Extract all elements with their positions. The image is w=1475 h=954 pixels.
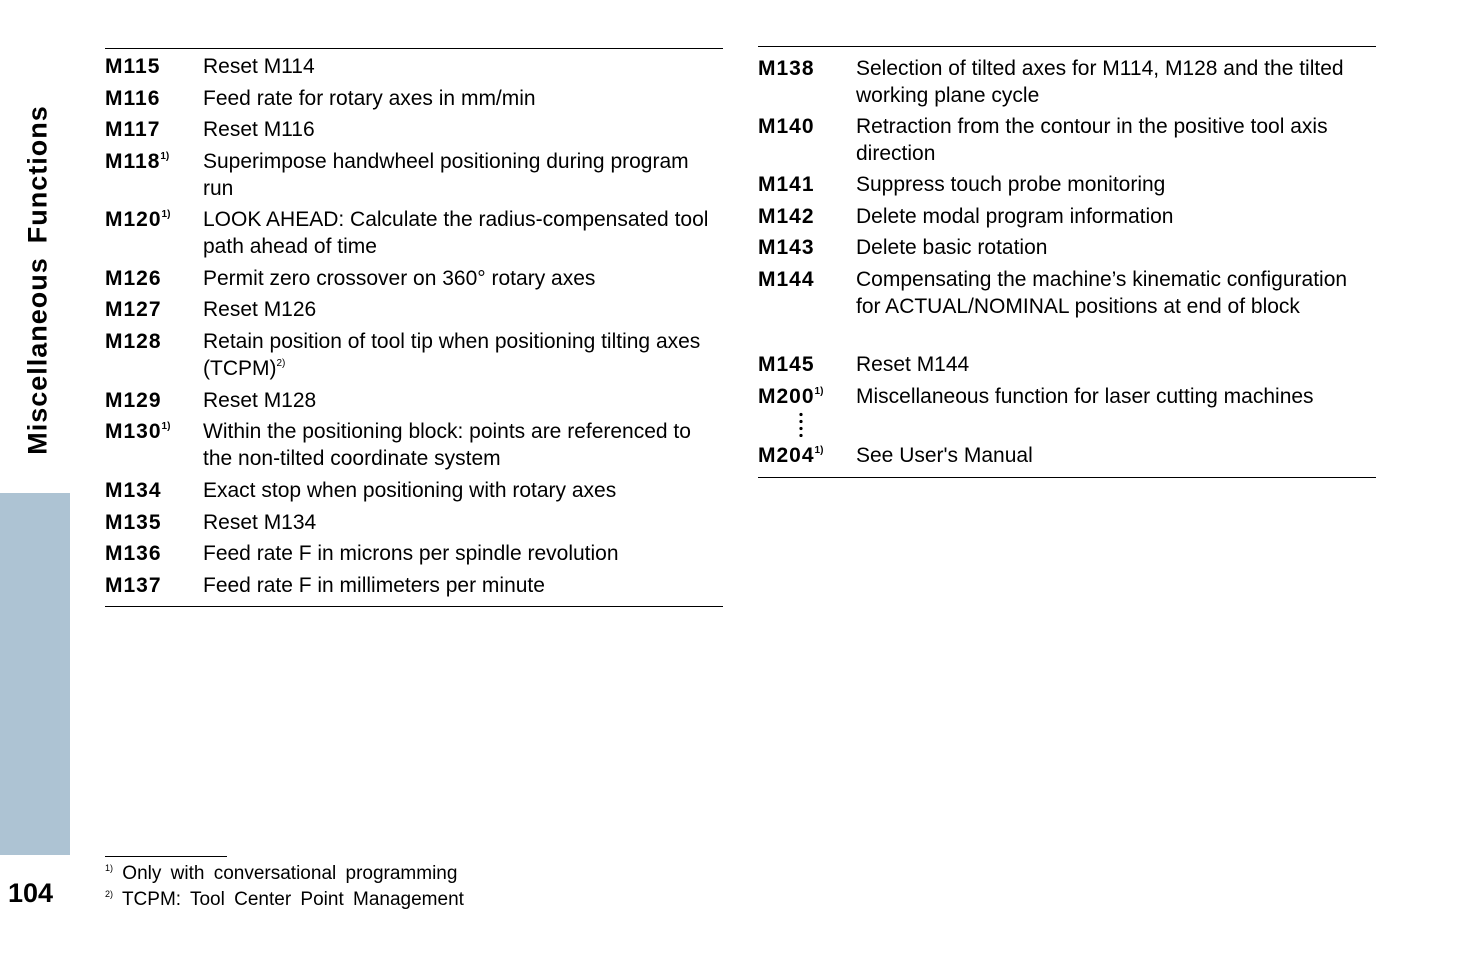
m-description: Reset M134 bbox=[203, 511, 317, 534]
m-code: M120$^{1)}$ bbox=[105, 208, 171, 231]
footnote-text: Only with conversational programming bbox=[122, 863, 458, 884]
m-code: M115 bbox=[105, 55, 161, 78]
m-code: M129 bbox=[105, 389, 162, 412]
m-code: M117 bbox=[105, 118, 161, 141]
footnotes bbox=[105, 856, 525, 914]
footnote-ref: 1) bbox=[161, 209, 171, 220]
footnote-rule bbox=[105, 856, 227, 857]
m-description: Reset M128 bbox=[203, 389, 317, 412]
m-function-table-right bbox=[758, 46, 1376, 478]
m-code: M116 bbox=[105, 87, 161, 110]
m-code: M130$^{1)}$ bbox=[105, 420, 171, 443]
footnote-mark: 1) bbox=[105, 863, 114, 873]
m-code: M204$^{1)}$ bbox=[758, 444, 824, 467]
chapter-title bbox=[23, 98, 54, 462]
range-ellipsis-icon bbox=[799, 411, 803, 437]
m-description: Retain position of tool tip when positioning tilting axes (TCPM)$^{2)}$ bbox=[203, 330, 701, 380]
m-code: M200$^{1)}$ bbox=[758, 385, 824, 408]
m-description: Suppress touch probe monitoring bbox=[856, 173, 1166, 196]
m-code: M144 bbox=[758, 268, 815, 291]
m-description: Reset M144 bbox=[856, 353, 970, 376]
m-code: M141 bbox=[758, 173, 815, 196]
m-code: M143 bbox=[758, 236, 815, 259]
m-code: M138 bbox=[758, 57, 815, 80]
footnote-ref: 1) bbox=[814, 445, 824, 456]
m-description: Reset M126 bbox=[203, 298, 317, 321]
footnote-text: TCPM: Tool Center Point Management bbox=[121, 889, 464, 910]
footnote-ref: 1) bbox=[161, 421, 171, 432]
m-code: M145 bbox=[758, 353, 815, 376]
chapter-tab bbox=[0, 493, 70, 855]
footnote bbox=[105, 888, 525, 914]
m-description: Reset M116 bbox=[203, 118, 315, 141]
chapter-title-word: Miscellaneous bbox=[22, 257, 53, 455]
m-description: Permit zero crossover on 360° rotary axes bbox=[203, 267, 596, 290]
m-description: Delete modal program information bbox=[856, 205, 1174, 228]
m-description: Selection of tilted axes for M114, M128 and the tilted working plane cycle bbox=[856, 57, 1344, 107]
m-description: Compensating the machine’s kinematic configuration for ACTUAL/NOMINAL positions at end of block bbox=[856, 268, 1348, 318]
footnote-ref: 1) bbox=[160, 151, 170, 162]
m-code: M128 bbox=[105, 330, 162, 353]
m-function-table-left bbox=[105, 48, 723, 607]
m-description: Retraction from the contour in the positive tool axis direction bbox=[856, 115, 1328, 165]
m-description: Reset M114 bbox=[203, 55, 315, 78]
m-code: M137 bbox=[105, 574, 162, 597]
m-code: M135 bbox=[105, 511, 162, 534]
m-description: LOOK AHEAD: Calculate the radius-compensated tool path ahead of time bbox=[203, 208, 709, 258]
m-description: Exact stop when positioning with rotary axes bbox=[203, 479, 617, 502]
chapter-title-word: Functions bbox=[22, 105, 53, 244]
footnote-ref: 2) bbox=[276, 358, 286, 369]
m-code: M136 bbox=[105, 542, 162, 565]
m-code: M118$^{1)}$ bbox=[105, 150, 170, 173]
m-code: M134 bbox=[105, 479, 162, 502]
footnote bbox=[105, 862, 525, 888]
m-description: Within the positioning block: points are referenced to the non-tilted coordinate system bbox=[203, 420, 691, 470]
m-description: Feed rate for rotary axes in mm/min bbox=[203, 87, 536, 110]
m-code: M140 bbox=[758, 115, 815, 138]
page-number: 104 bbox=[8, 878, 54, 908]
m-description: Superimpose handwheel positioning during program run bbox=[203, 150, 689, 200]
m-description: Feed rate F in millimeters per minute bbox=[203, 574, 545, 597]
m-description: See User's Manual bbox=[856, 444, 1033, 467]
m-description: Miscellaneous function for laser cutting machines bbox=[856, 385, 1314, 408]
footnote-mark: 2) bbox=[105, 889, 114, 899]
m-description: Feed rate F in microns per spindle revolution bbox=[203, 542, 619, 565]
footnote-ref: 1) bbox=[814, 386, 824, 397]
m-code: M126 bbox=[105, 267, 162, 290]
m-code: M127 bbox=[105, 298, 162, 321]
m-code: M142 bbox=[758, 205, 815, 228]
m-description: Delete basic rotation bbox=[856, 236, 1048, 259]
